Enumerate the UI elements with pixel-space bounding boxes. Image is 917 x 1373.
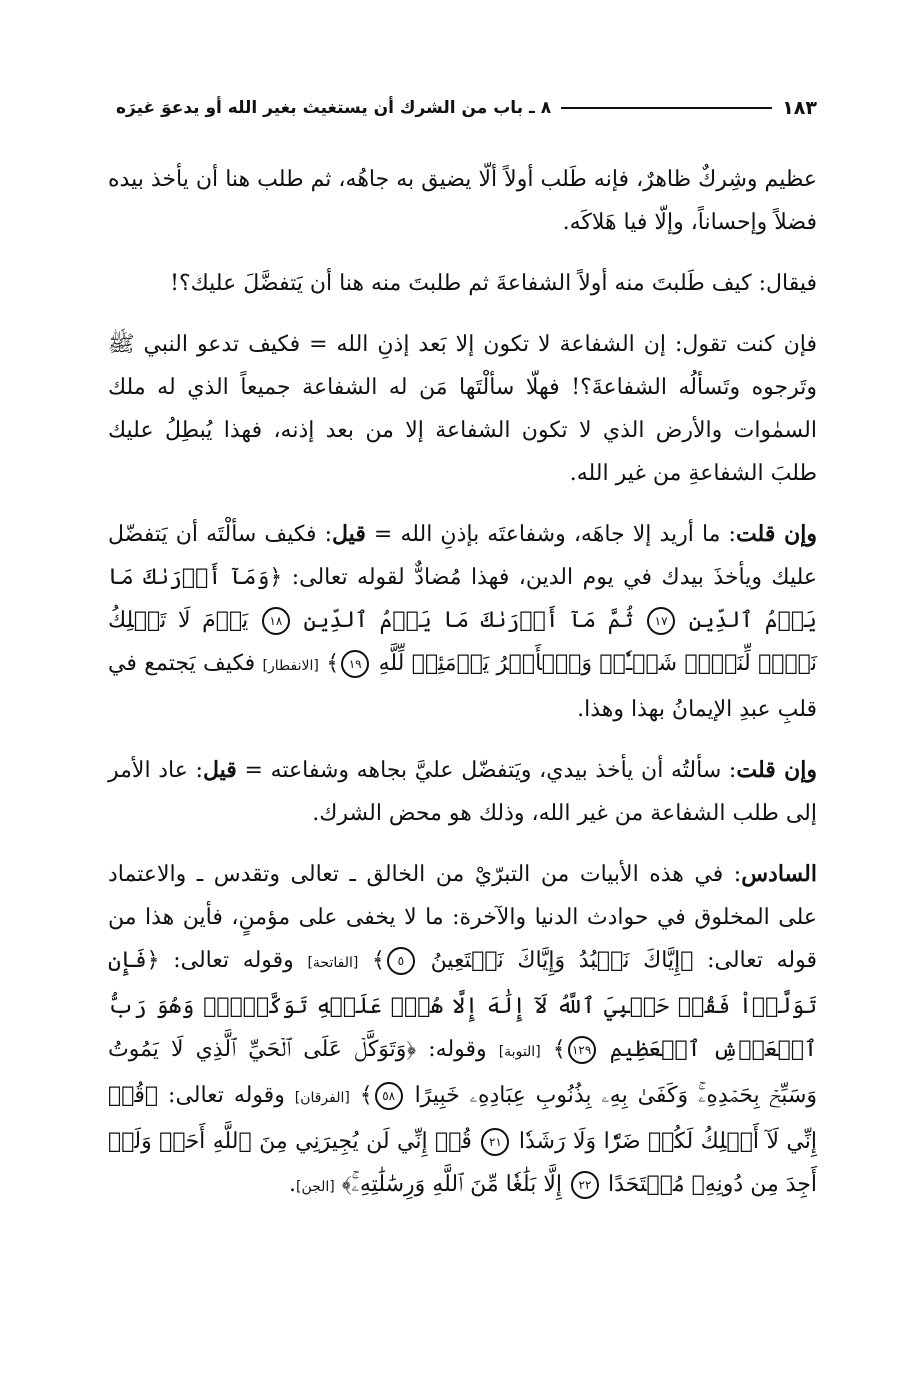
quran-verse: ﴿قُلۡ إِنِّي لَآ أَمۡلِكُ لَكُمۡ ضَرّٗا وَلَا رَشَدٗا (108, 1083, 818, 1154)
header-rule (561, 107, 772, 109)
text: . (289, 1172, 296, 1197)
running-header (108, 88, 817, 128)
lead-phrase: السادس (741, 861, 817, 887)
text: : ما أريد إلا جاهَه، وشفاعتَه بإذنِ الله = (365, 522, 736, 547)
verse-number: ٢٢ (571, 1171, 599, 1199)
text: : سألتُه أن يأخذ بيدي، ويَتفضّل عليَّ بجاهه وشفاعته = (236, 758, 737, 783)
verse-number: ١٢٩ (568, 1036, 596, 1064)
quran-verse: قُلۡ إِنِّي لَن يُجِيرَنِي مِنَ ٱللَّهِ أَحَدٞ وَلَنۡ أَجِدَ مِن دُونِهِۦ مُلۡتَحَدًا (108, 1129, 817, 1197)
verse-number: ١٧ (647, 607, 675, 635)
text: : عاد الأمر إلى طلب الشفاعة من غير الله، وذلك هو محض الشرك. (108, 758, 817, 826)
paragraph-3: فإن كنت تقول: إن الشفاعة لا تكون إلا بَعد إذنِ الله = فكيف تدعو النبي ﷺ وتَرجوه وتَسألُه الشفاعةَ؟! فهلّا سألْتَها مَن له الشفاعة جميعاً الذي له ملك السمٰوات والأرض الذي لا تكون الشفاعة إلا من بعد إذنه، فهذا يُبطِلُ عليك طلبَ الشفاعةِ من غير الله. (108, 332, 817, 486)
paragraph-4 (108, 513, 817, 731)
page-number: ١٨٣ (782, 97, 817, 119)
surah-reference: [التوبة] (498, 1044, 541, 1060)
quran-verse: يَوۡمَ لَا تَمۡلِكُ نَفۡسٞ لِّنَفۡسٖ شَيۡـٔٗاۖ وَٱلۡأَمۡرُ يَوۡمَئِذٖ لِّلَّهِ (108, 608, 817, 676)
surah-reference: [الفرقان] (294, 1090, 350, 1106)
surah-reference: [الجن] (296, 1179, 335, 1195)
verse-number: ١٩ (341, 650, 369, 678)
paragraph-2: فيقال: كيف طَلبتَ منه أولاً الشفاعةَ ثم طلبتَ منه هنا أن يَتفضَّلَ عليك؟! (170, 271, 817, 296)
qil-word: قيل (332, 521, 366, 547)
verse-number: ٢١ (481, 1128, 509, 1156)
text: وقوله تعالى: (158, 1083, 295, 1108)
quran-close: ﴾ (326, 651, 340, 676)
surah-reference: [الانفطار] (262, 658, 319, 674)
quran-verse: ثُمَّ مَآ أَدۡرَىٰكَ مَا يَوۡمُ ٱلدِّينِ (303, 608, 634, 633)
verse-number: ١٨ (262, 607, 290, 635)
text: : فكيف سألْتَه أن يَتفضّل عليك ويأخذَ بيدك في يوم الدين، فهذا مُضادٌّ لقوله تعالى: (108, 522, 818, 590)
qil-word: قيل (202, 757, 237, 783)
lead-phrase: وإن قلت (736, 757, 817, 783)
chapter-title: ٨ ـ باب من الشرك أن يستغيث بغير الله أو يدعوَ غيرَه (116, 98, 552, 118)
quran-verse: ﴿إِيَّاكَ نَعۡبُدُ وَإِيَّاكَ نَسۡتَعِينُ (430, 948, 694, 973)
text: : في هذه الأبيات من التبرّيْ من الخالق ـ تعالى وتقدس ـ والاعتماد على المخلوق في حوادث الدنيا والآخرة: ما لا يخفى على مؤمنٍ، فأين هذا من قوله تعالى: (108, 862, 818, 973)
text: وقوله: (416, 1037, 499, 1062)
verse-number: ٥٨ (375, 1082, 403, 1110)
paragraph-1: عظيم وشِركٌ ظاهرٌ، فإنه طَلب أولاً ألّا يضيق به جاهُه، ثم طلب هنا أن يأخذ بيده فضلاً وإحساناً، وإلّا فيا هَلاكَه. (108, 167, 817, 235)
verse-number: ٥ (387, 947, 415, 975)
quran-verse: ﴿وَتَوَكَّلۡ عَلَى ٱلۡحَيِّ ٱلَّذِي لَا يَمُوتُ وَسَبِّحۡ بِحَمۡدِهِۦۚ وَكَفَىٰ بِهِۦ بِذُنُوبِ عِبَادِهِۦ خَبِيرًا (108, 1037, 817, 1108)
paragraph-5 (108, 749, 817, 835)
surah-reference: [الفاتحة] (307, 955, 359, 971)
quran-verse: إِلَّا بَلَٰغٗا مِّنَ ٱللَّهِ وَرِسَٰلَٰتِهِۦۚ﴾ (341, 1172, 562, 1197)
body-text (108, 158, 817, 1209)
quran-verse: ﴿فَإِن تَوَلَّوۡاْ فَقُلۡ حَسۡبِيَ ٱللَّهُ لَآ إِلَٰهَ إِلَّا هُوَۖ عَلَيۡهِ تَوَكَّلۡتُۖ وَهُوَ رَبُّ ٱلۡعَرۡشِ ٱلۡعَظِيمِ (108, 948, 817, 1062)
text: وقوله تعالى: (159, 948, 308, 973)
quran-verse: ﴿وَمَآ أَدۡرَىٰكَ مَا يَوۡمُ ٱلدِّينِ (108, 565, 817, 633)
lead-phrase: وإن قلت (735, 521, 817, 547)
paragraph-6: السادس: في هذه الأبيات من التبرّيْ من الخالق ـ تعالى وتقدس ـ والاعتماد على المخلوق في حوادث الدنيا والآخرة: ما لا يخفى على مؤمنٍ، فأين هذا من قوله تعالى: ﴿إِيَّاكَ نَعۡبُدُ وَإِيَّاكَ نَسۡتَعِينُ ٥﴾ [الفاتحة] وقوله تعالى: ﴿فَإِن تَوَلَّوۡاْ فَقُلۡ حَسۡبِيَ ٱللَّهُ لَآ إِلَٰهَ إِلَّا هُوَۖ عَلَيۡهِ تَوَكَّلۡتُۖ وَهُوَ رَبُّ ٱلۡعَرۡشِ ٱلۡعَظِيمِ ١٢٩﴾ [التوبة] وقوله: ﴿وَتَوَكَّلۡ عَلَى ٱلۡحَيِّ ٱلَّذِي لَا يَمُوتُ وَسَبِّحۡ بِحَمۡدِهِۦۚ وَكَفَىٰ بِهِۦ بِذُنُوبِ عِبَادِهِۦ خَبِيرًا ٥٨﴾ [الفرقان] وقوله تعالى: ﴿قُلۡ إِنِّي لَآ أَمۡلِكُ لَكُمۡ ضَرّٗا وَلَا رَشَدٗا ٢١ قُلۡ إِنِّي لَن يُجِيرَنِي مِنَ ٱللَّهِ أَحَدٞ وَلَنۡ أَجِدَ مِن دُونِهِۦ مُلۡتَحَدًا ٢٢ إِلَّا بَلَٰغٗا مِّنَ ٱللَّهِ وَرِسَٰلَٰتِهِۦۚ﴾ [الجن]. (108, 861, 818, 1197)
text: فكيف يَجتمع في قلبِ عبدِ الإيمانُ بهذا وهذا. (108, 651, 817, 722)
